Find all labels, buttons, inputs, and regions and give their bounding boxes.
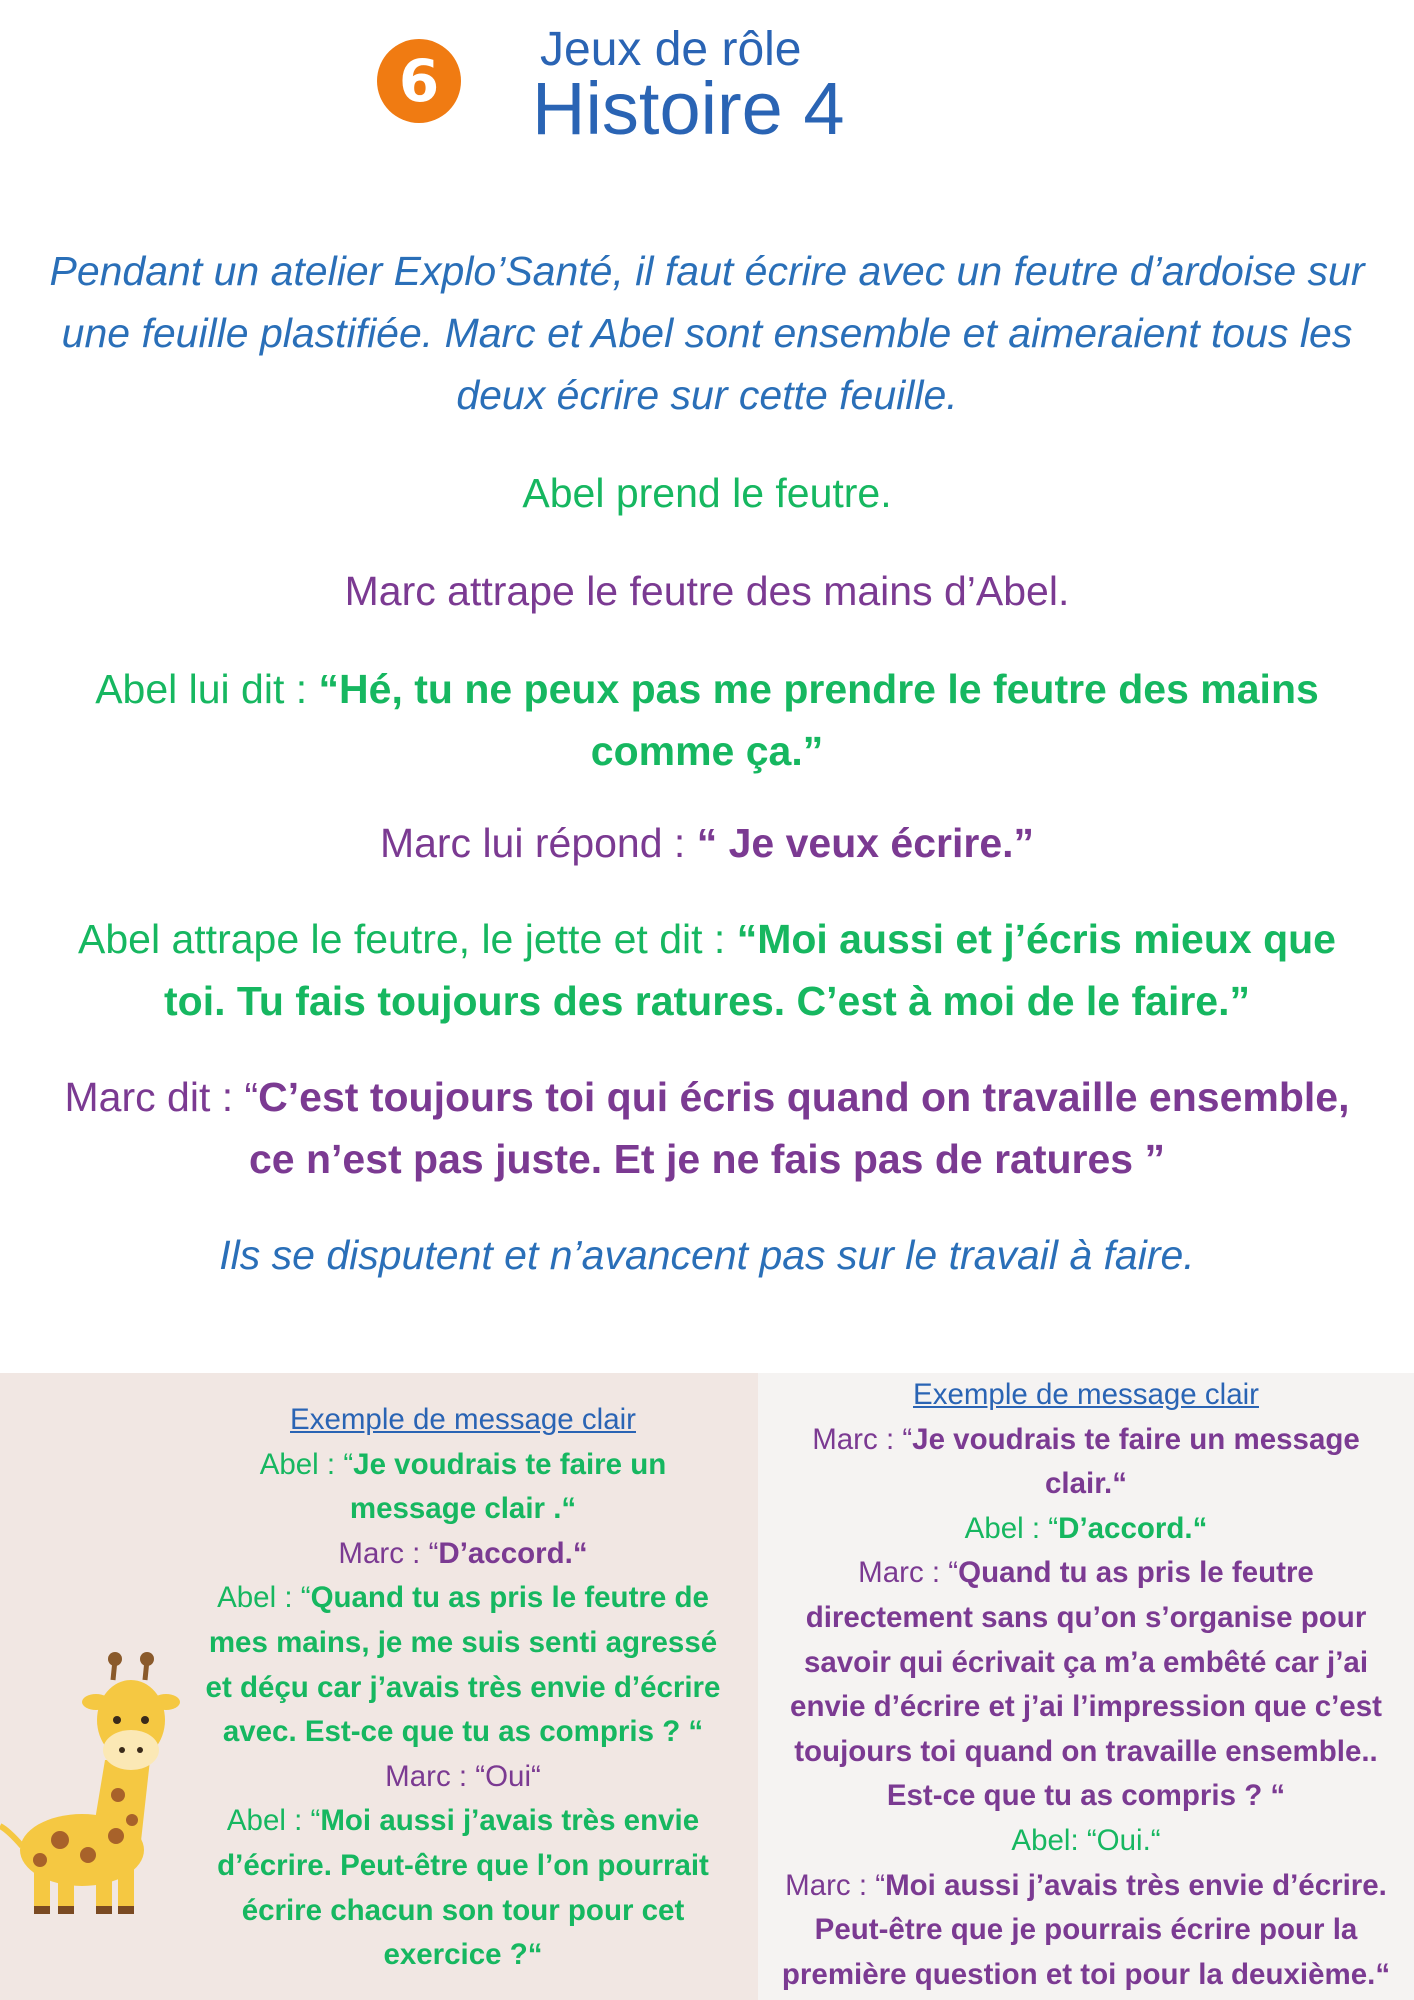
- giraffe-leg: [96, 1872, 112, 1910]
- story-line-abel-throws: [0, 908, 1414, 970]
- dialog-text: mes mains, je me suis senti agressé: [208, 1625, 718, 1659]
- giraffe-horn-tip: [140, 1652, 154, 1666]
- dialog-line: [178, 1443, 748, 1488]
- giraffe-nostril: [119, 1747, 125, 1753]
- dialog-text: directement sans qu’on s’organise pour: [805, 1600, 1367, 1634]
- dialog-text: Peut-être que je pourrais écrire pour la: [814, 1913, 1358, 1947]
- giraffe-spot: [108, 1828, 124, 1844]
- right-example-panel: [758, 1373, 1414, 2000]
- story-line-marc-says: [0, 1066, 1414, 1128]
- giraffe-spot: [80, 1847, 96, 1863]
- speaker: Marc dit : “: [64, 1074, 259, 1120]
- dialog-text: toujours toi quand on travaille ensemble..: [794, 1734, 1378, 1768]
- story-line-abel-says-cont: comme ça.”: [590, 728, 824, 774]
- giraffe-illustration: [0, 1650, 180, 1920]
- left-example-text: [178, 1398, 748, 1978]
- dialog-text: D’accord.“: [1058, 1511, 1208, 1545]
- story-intro-2: une feuille plastifiée. Marc et Abel sont ensemble et aimeraient tous les: [61, 310, 1353, 356]
- dialog-line: [178, 1532, 748, 1577]
- giraffe-leg: [118, 1868, 134, 1910]
- dialog-line: Abel: “Oui.“: [1011, 1823, 1161, 1857]
- dialog-text: D’accord.“: [438, 1536, 588, 1570]
- quote: “Hé, tu ne peux pas me prendre le feutre des mains: [318, 666, 1319, 712]
- giraffe-hoof: [58, 1906, 74, 1914]
- speaker: Abel : “: [259, 1447, 354, 1481]
- dialog-text: et déçu car j’avais très envie d’écrire: [205, 1670, 721, 1704]
- dialog-line: [178, 1576, 748, 1621]
- giraffe-eye: [141, 1716, 149, 1724]
- giraffe-nostril: [137, 1747, 143, 1753]
- dialog-text: Quand tu as pris le feutre de: [310, 1581, 709, 1615]
- story-section: [0, 240, 1414, 1286]
- giraffe-hoof: [96, 1906, 112, 1914]
- giraffe-leg: [34, 1870, 50, 1910]
- speaker: Marc : “: [858, 1556, 959, 1590]
- story-intro-1: Pendant un atelier Explo’Santé, il faut écrire avec un feutre d’ardoise sur: [49, 248, 1365, 294]
- dialog-text: première question et toi pour la deuxième.“: [781, 1957, 1391, 1991]
- speaker: Marc : “: [338, 1536, 439, 1570]
- giraffe-tail: [0, 1826, 22, 1846]
- giraffe-hoof: [118, 1906, 134, 1914]
- dialog-line: [758, 1507, 1414, 1552]
- dialog-line: Marc : “Oui“: [385, 1759, 541, 1793]
- dialog-text: Est-ce que tu as compris ? “: [886, 1779, 1286, 1813]
- dialog-line: [758, 1864, 1414, 1909]
- giraffe-hoof: [34, 1906, 50, 1914]
- page-title: Histoire 4: [532, 67, 845, 150]
- step-number-badge: 6: [377, 39, 461, 123]
- dialog-line: [758, 1418, 1414, 1463]
- story-line-abel-throws-cont: toi. Tu fais toujours des ratures. C’est à moi de le faire.”: [164, 978, 1250, 1024]
- giraffe-spot: [51, 1831, 69, 1849]
- story-line-abel-takes: Abel prend le feutre.: [522, 470, 892, 516]
- story-line-marc-grabs: Marc attrape le feutre des mains d’Abel.: [344, 568, 1070, 614]
- speaker: Marc : “: [785, 1868, 886, 1902]
- giraffe-spot: [111, 1788, 125, 1802]
- giraffe-eye: [113, 1716, 121, 1724]
- dialog-text: Moi aussi j’avais très envie: [320, 1804, 700, 1838]
- dialog-text: envie d’écrire et j’ai l’impression que c’est: [790, 1690, 1382, 1724]
- dialog-line: [178, 1799, 748, 1844]
- speaker: Marc lui répond :: [379, 820, 697, 866]
- dialog-text: Je voudrais te faire un: [353, 1447, 667, 1481]
- example-title: Exemple de message clair: [290, 1403, 636, 1436]
- dialog-text: message clair .“: [349, 1492, 577, 1526]
- example-title: Exemple de message clair: [913, 1378, 1259, 1411]
- quote: C’est toujours toi qui écris quand on travaille ensemble,: [258, 1074, 1350, 1120]
- dialog-text: exercice ?“: [383, 1938, 543, 1972]
- giraffe-muzzle: [103, 1730, 159, 1770]
- giraffe-horn-tip: [108, 1652, 122, 1666]
- story-line-abel-says: [0, 658, 1414, 720]
- giraffe-spot: [33, 1853, 47, 1867]
- story-intro-3: deux écrire sur cette feuille.: [456, 372, 958, 418]
- dialog-text: Quand tu as pris le feutre: [958, 1556, 1314, 1590]
- speaker: Abel lui dit :: [95, 666, 319, 712]
- dialog-text: savoir qui écrivait ça m’a embêté car j’ai: [803, 1645, 1369, 1679]
- right-example-text: [758, 1373, 1414, 1997]
- quote: “Moi aussi et j’écris mieux que: [736, 916, 1336, 962]
- dialog-text: écrire chacun son tour pour cet: [241, 1893, 685, 1927]
- dialog-text: Je voudrais te faire un message: [912, 1422, 1360, 1456]
- dialog-text: avec. Est-ce que tu as compris ? “: [222, 1715, 704, 1749]
- story-line-marc-replies: [0, 812, 1414, 874]
- dialog-text: Moi aussi j’avais très envie d’écrire.: [885, 1868, 1387, 1902]
- story-line-marc-says-cont: ce n’est pas juste. Et je ne fais pas de ratures ”: [248, 1136, 1166, 1182]
- speaker: Marc : “: [812, 1422, 913, 1456]
- giraffe-spot: [126, 1814, 138, 1826]
- giraffe-leg: [58, 1872, 74, 1910]
- story-outro: Ils se disputent et n’avancent pas sur le travail à faire.: [219, 1232, 1195, 1278]
- speaker: Abel : “: [217, 1581, 311, 1615]
- dialog-line: [758, 1551, 1414, 1596]
- speaker: Abel : “: [226, 1804, 321, 1838]
- speaker: Abel attrape le feutre, le jette et dit :: [78, 916, 737, 962]
- dialog-text: clair.“: [1044, 1467, 1127, 1501]
- dialog-text: d’écrire. Peut-être que l’on pourrait: [217, 1848, 709, 1882]
- quote: “ Je veux écrire.”: [696, 820, 1035, 866]
- page-subtitle: Jeux de rôle: [540, 23, 802, 76]
- speaker: Abel : “: [964, 1511, 1059, 1545]
